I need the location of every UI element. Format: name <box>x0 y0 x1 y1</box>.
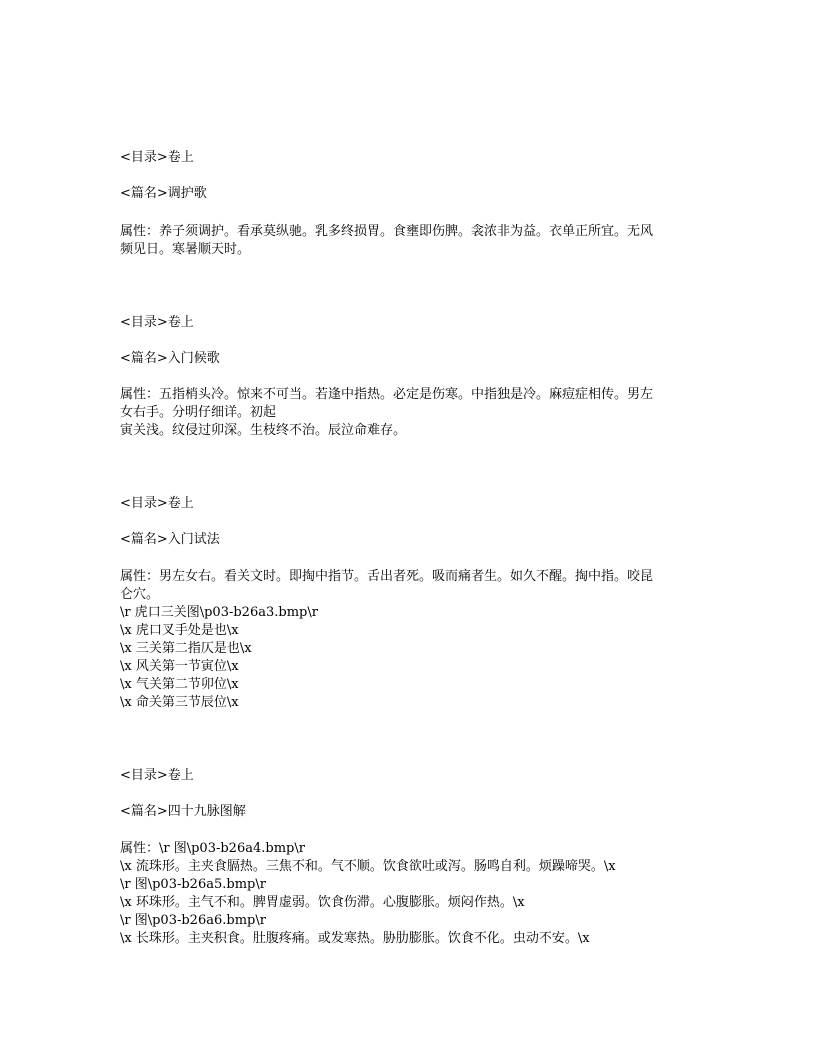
body-line: 频见日。寒暑顺天时。 <box>120 242 251 257</box>
body-line: \x 风关第一节寅位\x <box>120 659 239 674</box>
body-line: \x 命关第三节辰位\x <box>120 695 239 710</box>
body-line: \x 气关第二节卯位\x <box>120 677 239 692</box>
body-line: 属性：\r 图\p03-b26a4.bmp\r <box>120 841 305 856</box>
catalog-line: <目录>卷上 <box>120 496 194 511</box>
body-line: \r 图\p03-b26a5.bmp\r <box>120 877 266 892</box>
body-line: \x 流珠形。主夹食膈热。三焦不和。气不顺。饮食欲吐或泻。肠鸣自利。烦躁啼哭。\x <box>120 859 616 874</box>
catalog-line: <目录>卷上 <box>120 150 194 165</box>
body-line: 寅关浅。纹侵过卯深。生枝终不治。辰泣命难存。 <box>120 423 407 438</box>
chapter-title: <篇名>入门试法 <box>120 532 220 547</box>
chapter-title: <篇名>入门候歌 <box>120 351 220 366</box>
body-line: \x 三关第二指仄是也\x <box>120 641 252 656</box>
catalog-line: <目录>卷上 <box>120 315 194 330</box>
body-line: \x 环珠形。主气不和。脾胃虚弱。饮食伤滞。心腹膨胀。烦闷作热。\x <box>120 895 525 910</box>
catalog-line: <目录>卷上 <box>120 768 194 783</box>
body-line: 属性：养子须调护。看承莫纵驰。乳多终损胃。食壅即伤脾。衾浓非为益。衣单正所宜。无风 <box>120 224 654 239</box>
body-line: 女右手。分明仔细详。初起 <box>120 405 277 420</box>
body-line: \r 虎口三关图\p03-b26a3.bmp\r <box>120 605 318 620</box>
chapter-title: <篇名>四十九脉图解 <box>120 804 246 819</box>
body-line: \x 长珠形。主夹积食。肚腹疼痛。或发寒热。胁肋膨胀。饮食不化。虫动不安。\x <box>120 931 590 946</box>
chapter-title: <篇名>调护歌 <box>120 186 207 201</box>
body-line: 仑穴。 <box>120 587 160 602</box>
body-line: 属性：五指梢头冷。惊来不可当。若逢中指热。必定是伤寒。中指独是冷。麻痘症相传。男左 <box>120 387 654 402</box>
body-line: \x 虎口叉手处是也\x <box>120 623 239 638</box>
body-line: 属性：男左女右。看关文时。即掏中指节。舌出者死。吸而痛者生。如久不醒。掏中指。咬昆 <box>120 569 654 584</box>
body-line: \r 图\p03-b26a6.bmp\r <box>120 913 266 928</box>
